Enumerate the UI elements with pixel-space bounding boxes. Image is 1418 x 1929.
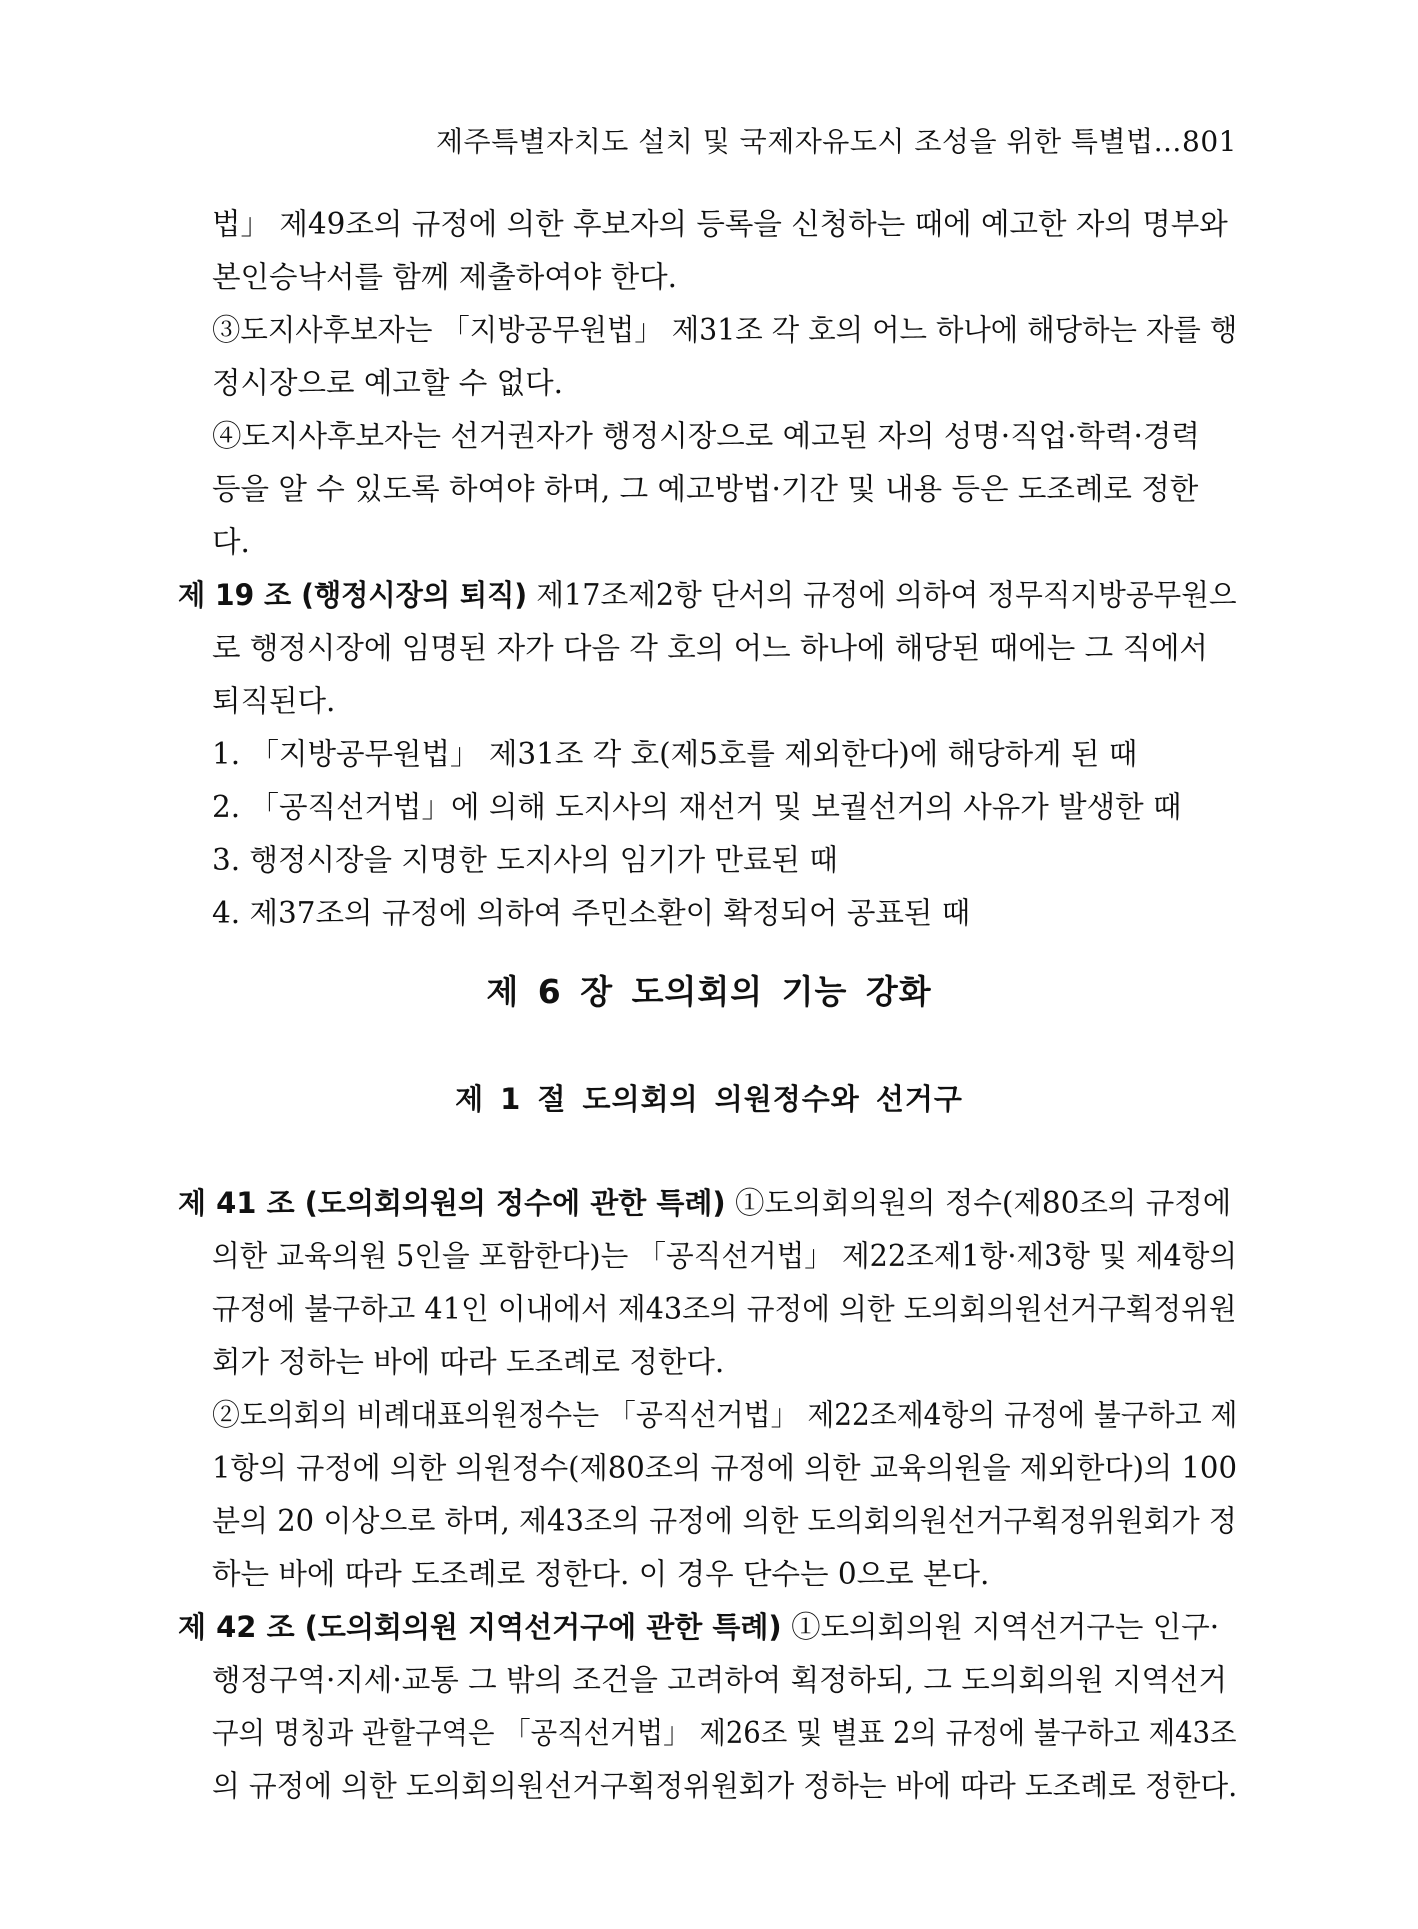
list-item: 1. 「지방공무원법」 제31조 각 호(제5호를 제외한다)에 해당하게 된 때 [212,737,1138,771]
body-line: 본인승낙서를 함께 제출하여야 한다. [212,260,677,294]
body-line: 정시장으로 예고할 수 없다. [212,366,563,400]
article-19-first-line [178,578,1237,612]
list-item: 4. 제37조의 규정에 의하여 주민소환이 확정되어 공표된 때 [212,896,971,930]
running-header: 제주특별자치도 설치 및 국제자유도시 조성을 위한 특별법…801 [435,125,1237,158]
body-line: 등을 알 수 있도록 하여야 하며, 그 예고방법·기간 및 내용 등은 도조례로 정한 [212,472,1199,506]
article-42-text: ①도의회의원 지역선거구는 인구· [781,1610,1220,1644]
article-41-first-line [178,1186,1232,1220]
body-line: 하는 바에 따라 도조례로 정한다. 이 경우 단수는 0으로 본다. [212,1557,990,1591]
body-line: 구의 명칭과 관할구역은 「공직선거법」 제26조 및 별표 2의 규정에 불구하고 제43조 [212,1716,1237,1750]
section-title: 제 1 절 도의회의 의원정수와 선거구 [455,1082,963,1116]
chapter-title: 제 6 장 도의회의 기능 강화 [486,972,932,1011]
body-line: 의한 교육의원 5인을 포함한다)는 「공직선거법」 제22조제1항·제3항 및 제4항의 [212,1239,1238,1273]
body-line: 규정에 불구하고 41인 이내에서 제43조의 규정에 의한 도의회의원선거구획정위원 [212,1292,1237,1326]
body-line: 회가 정하는 바에 따라 도조례로 정한다. [212,1345,725,1379]
body-line: 분의 20 이상으로 하며, 제43조의 규정에 의한 도의회의원선거구획정위원회가 정 [212,1504,1237,1538]
body-line: 퇴직된다. [212,684,336,718]
body-line: 법」 제49조의 규정에 의한 후보자의 등록을 신청하는 때에 예고한 자의 명부와 [212,207,1228,241]
body-line: 다. [212,525,250,559]
body-line: 1항의 규정에 의한 의원정수(제80조의 규정에 의한 교육의원을 제외한다)의 100 [212,1451,1238,1485]
body-line: ④도지사후보자는 선거권자가 행정시장으로 예고된 자의 성명·직업·학력·경력 [212,419,1200,453]
article-42-first-line [178,1610,1220,1644]
article-19-title: 제 19 조 (행정시장의 퇴직) [178,578,528,612]
body-line: ③도지사후보자는 「지방공무원법」 제31조 각 호의 어느 하나에 해당하는 자를 행 [212,313,1238,347]
article-42-title: 제 42 조 (도의회의원 지역선거구에 관한 특례) [178,1610,782,1644]
body-line: 행정구역·지세·교통 그 밖의 조건을 고려하여 획정하되, 그 도의회의원 지역선거 [212,1663,1228,1697]
article-41-text: ①도의회의원의 정수(제80조의 규정에 [725,1186,1232,1220]
body-line: 로 행정시장에 임명된 자가 다음 각 호의 어느 하나에 해당된 때에는 그 직에서 [212,631,1208,665]
list-item: 3. 행정시장을 지명한 도지사의 임기가 만료된 때 [212,843,838,877]
body-line: 의 규정에 의한 도의회의원선거구획정위원회가 정하는 바에 따라 도조례로 정한다. [212,1769,1238,1803]
body-line: ②도의회의 비례대표의원정수는 「공직선거법」 제22조제4항의 규정에 불구하고 제 [212,1398,1238,1432]
article-41-title: 제 41 조 (도의회의원의 정수에 관한 특례) [178,1186,726,1220]
list-item: 2. 「공직선거법」에 의해 도지사의 재선거 및 보궐선거의 사유가 발생한 때 [212,790,1182,824]
article-19-text: 제17조제2항 단서의 규정에 의하여 정무직지방공무원으 [527,578,1237,612]
